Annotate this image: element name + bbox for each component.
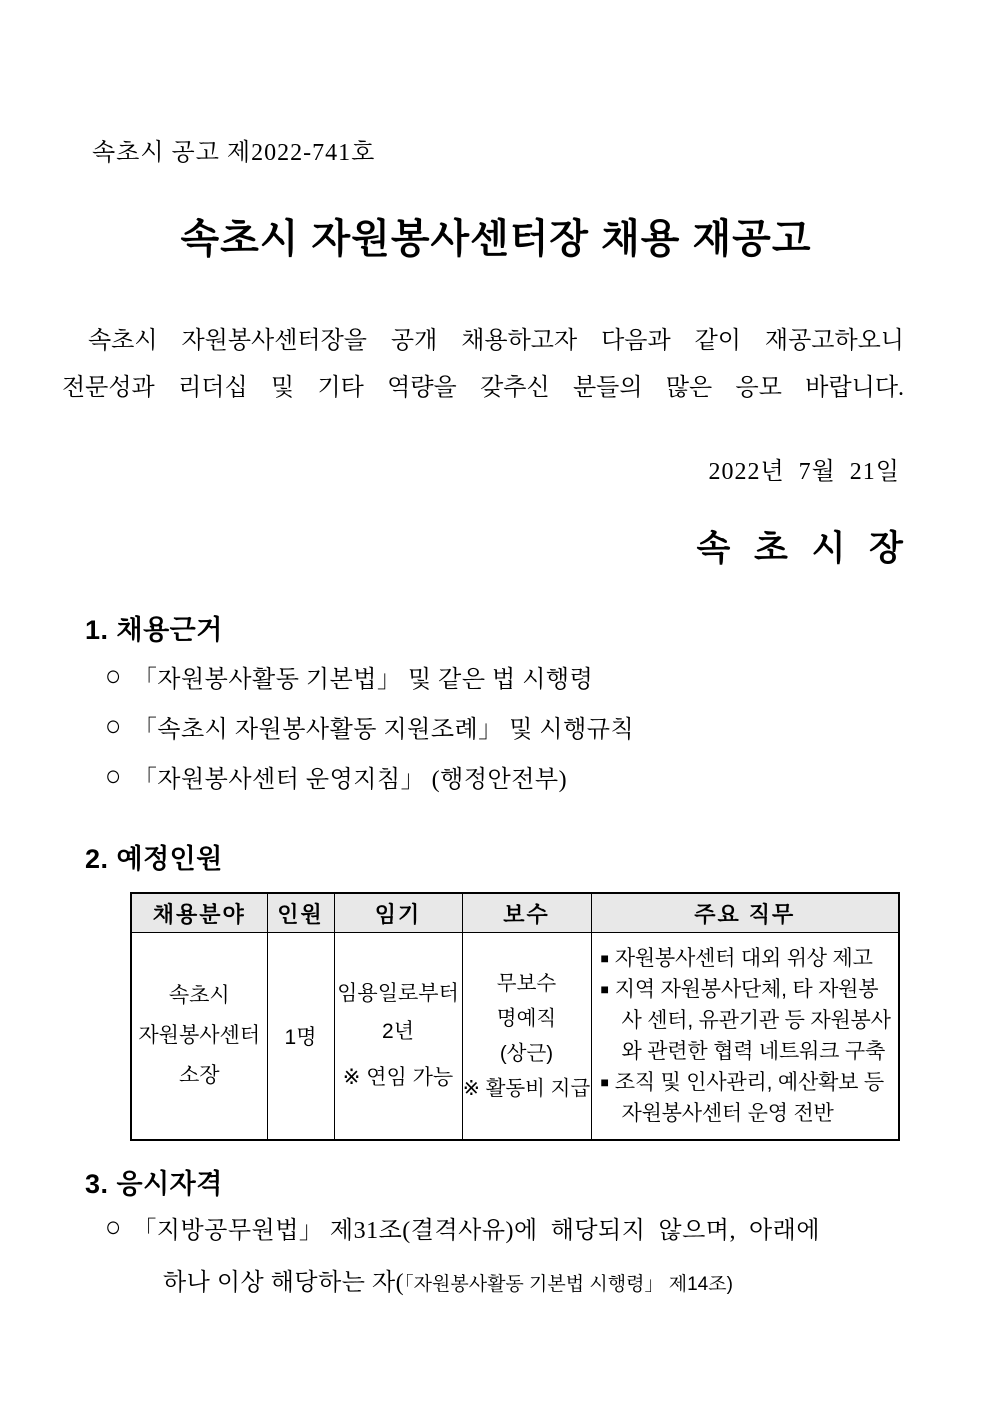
term-note: ※ 연임 가능: [342, 1066, 454, 1089]
circle-bullet-icon: ○: [105, 659, 122, 693]
section3-item-line2-main: 하나 이상 해당하는 자(: [163, 1270, 405, 1296]
duty-item-1: [601, 943, 895, 974]
section3-heading: 3. 응시자격: [85, 1169, 223, 1199]
term-line: 2년: [382, 1020, 414, 1043]
pay-line: 명예직: [496, 1007, 557, 1030]
circle-bullet-icon: ○: [105, 1210, 122, 1244]
intro-paragraph: [62, 320, 904, 414]
header-term: 임기: [334, 893, 462, 933]
term-line: 임용일로부터: [337, 982, 459, 1005]
circle-bullet-icon: ○: [105, 759, 122, 793]
notice-number: 속초시 공고 제2022-741호: [92, 140, 376, 166]
table-row: [131, 933, 899, 1141]
square-bullet-icon: ■: [600, 950, 609, 966]
section3-item-line1: [105, 1210, 915, 1245]
section1-item-2-text: 「속초시 자원봉사활동 지원조례」 및 시행규칙: [132, 717, 635, 743]
field-line: 소장: [178, 1064, 220, 1087]
planned-personnel-table: [130, 892, 900, 1141]
intro-line-1: 속초시 자원봉사센터장을 공개 채용하고자 다음과 같이 재공고하오니: [88, 328, 904, 354]
duty-item-2-text: 지역 자원봉사단체, 타 자원봉사 센터, 유관기관 등 자원봉사와 관련한 협력 네트워크 구축: [614, 978, 891, 1063]
section3-item-line2: [163, 1262, 915, 1297]
duty-item-2: [601, 974, 895, 1067]
square-bullet-icon: ■: [600, 1074, 609, 1090]
table-header-row: [131, 893, 899, 933]
section1-item-3: [105, 759, 567, 794]
section1-item-1: [105, 659, 593, 694]
section1-item-3-text: 「자원봉사센터 운영지침」 (행정안전부): [132, 767, 568, 793]
circle-bullet-icon: ○: [105, 709, 122, 743]
announcement-date: 2022년 7월 21일: [708, 459, 900, 485]
document-title: 속초시 자원봉사센터장 채용 재공고: [180, 217, 812, 261]
cell-main-duties: [591, 933, 899, 1141]
header-pay: 보수: [462, 893, 591, 933]
pay-line: 무보수: [496, 972, 557, 995]
term-spacer: [335, 1051, 462, 1059]
intro-line-2: 전문성과 리더십 및 기타 역량을 갖추신 분들의 많은 응모 바랍니다.: [62, 375, 904, 401]
field-line: 자원봉사센터: [138, 1024, 261, 1047]
section2-heading: 2. 예정인원: [85, 844, 223, 874]
cell-term: [334, 933, 462, 1141]
section3-item-line2-reference: 「자원봉사활동 기본법 시행령」 제14조): [404, 1274, 733, 1295]
section3-item: [105, 1210, 915, 1297]
field-line: 속초시: [168, 984, 230, 1007]
header-main-duties: 주요 직무: [591, 893, 899, 933]
duty-item-3: [601, 1067, 895, 1129]
duty-item-3-text: 조직 및 인사관리, 예산확보 등 자원봉사센터 운영 전반: [614, 1071, 884, 1125]
cell-headcount: 1명: [267, 933, 334, 1141]
square-bullet-icon: ■: [600, 981, 609, 997]
section3-item-line1-text: 「지방공무원법」 제31조(결격사유)에 해당되지 않으며, 아래에: [132, 1218, 821, 1244]
header-headcount: 인원: [267, 893, 334, 933]
header-recruit-field: 채용분야: [131, 893, 267, 933]
pay-line: (상근): [499, 1042, 554, 1065]
duty-item-1-text: 자원봉사센터 대외 위상 제고: [614, 947, 873, 970]
signer-mayor: 속 초 시 장: [696, 529, 904, 568]
section1-item-2: [105, 709, 634, 744]
cell-pay: [462, 933, 591, 1141]
section1-heading: 1. 채용근거: [85, 615, 223, 645]
cell-recruit-field: [131, 933, 267, 1141]
pay-note: ※ 활동비 지급: [462, 1077, 591, 1100]
section1-item-1-text: 「자원봉사활동 기본법」 및 같은 법 시행령: [132, 667, 594, 693]
